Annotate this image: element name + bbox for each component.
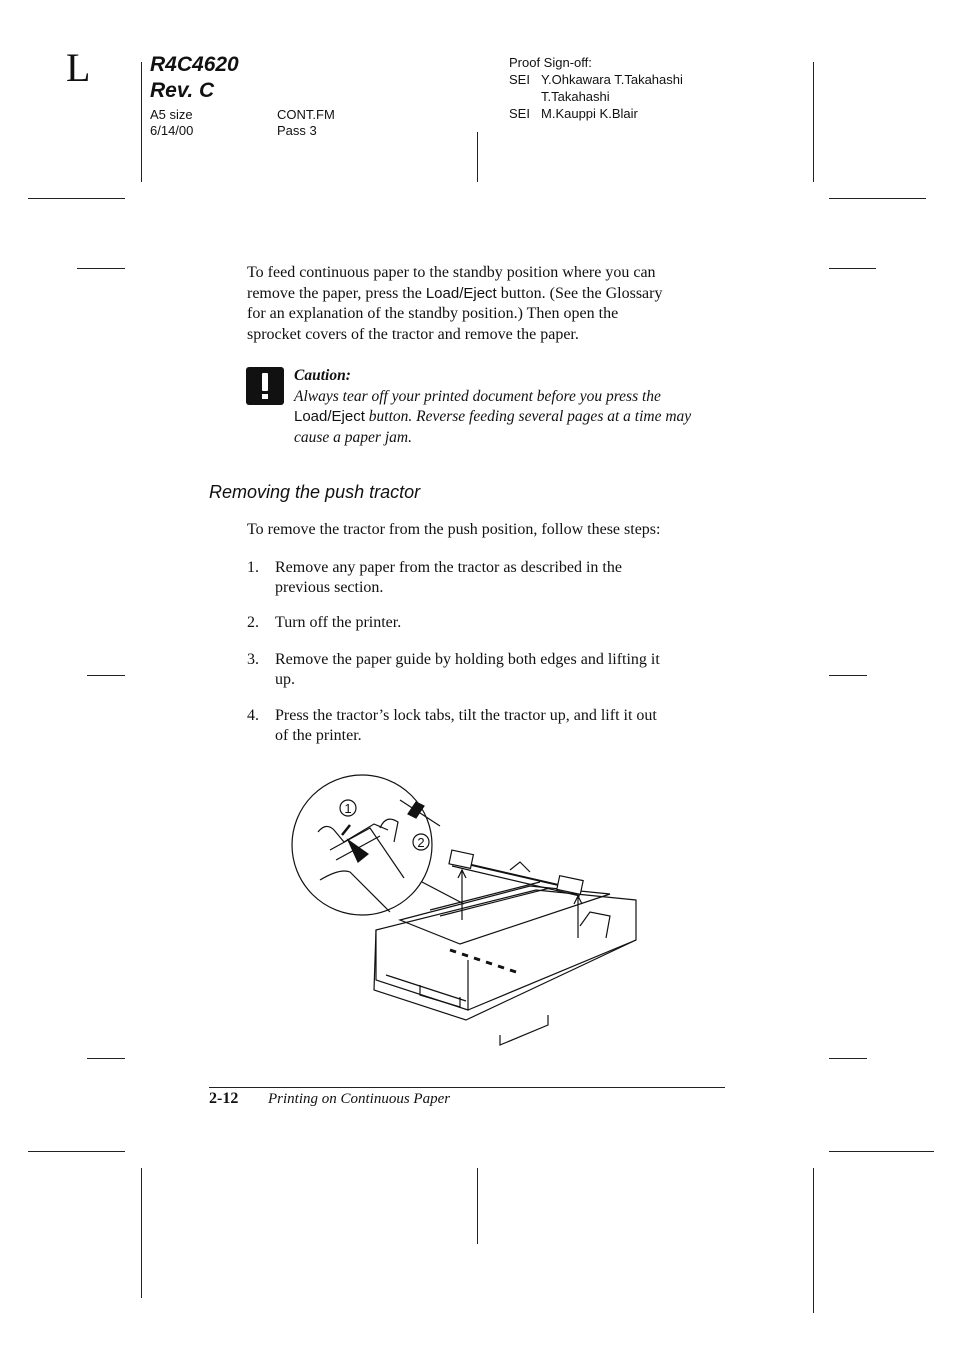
proof-signoff [509,54,683,122]
callout-1: 1 [344,801,352,816]
section-heading: Removing the push tractor [209,482,421,502]
step-item: 2. Turn off the printer. [247,614,402,631]
step-item: 3. Remove the paper guide by holding both edges and lifting it up. [247,651,660,688]
intro-paragraph: To feed continuous paper to the standby position where you can remove the paper, press the Load/Eject button. (See the Glossary for an explanation of the standby position.) Then open the sprocket covers of the tractor and remove the paper. [247,264,663,343]
load-eject-label: Load/Eject [425,284,497,302]
proof-row: T.Takahashi [541,89,610,104]
chapter-title: Printing on Continuous Paper [268,1091,451,1107]
proof-row: SEI M.Kauppi K.Blair [509,106,638,121]
crop-mark [77,268,125,269]
crop-mark [813,1168,814,1313]
caution-icon [246,367,284,405]
doc-revision: Rev. C [150,79,215,102]
crop-mark [829,198,926,199]
step-item: 4. Press the tractor’s lock tabs, tilt the tractor up, and lift it out of the printer. [247,707,657,744]
section-intro: To remove the tractor from the push position, follow these steps: [247,521,661,538]
crop-mark [829,1151,934,1152]
page-number: 2-12 [209,1090,239,1107]
caution-note: Caution: Always tear off your printed document before you press the Load/Eject button. Reverse feeding several pages at a time may cause a paper jam. [294,366,734,448]
crop-mark [813,62,814,182]
crop-mark [829,268,876,269]
proof-title: Proof Sign-off: [509,55,592,70]
load-eject-label: Load/Eject [294,408,365,425]
crop-mark [829,1058,867,1059]
doc-title [150,52,239,104]
printer-tractor-illustration [290,770,650,1055]
callout-2: 2 [417,835,425,850]
crop-mark [28,198,125,199]
footer-rule [209,1087,725,1088]
crop-mark [141,62,142,182]
crop-mark [87,1058,125,1059]
doc-code: R4C4620 [150,53,239,76]
proof-row: SEI Y.Ohkawara T.Takahashi [509,72,683,87]
size-label: A5 size [150,107,193,122]
header-letter: L [66,45,91,90]
step-item: 1. Remove any paper from the tractor as described in the previous section. [247,559,622,596]
caution-label: Caution: [294,367,351,384]
crop-mark [141,1168,142,1298]
crop-mark [87,675,125,676]
doc-date: 6/14/00 [150,123,194,138]
printer-body [374,882,636,1045]
doc-pass: Pass 3 [277,123,317,138]
crop-mark [28,1151,125,1152]
doc-file: CONT.FM [277,107,335,122]
crop-mark [477,132,478,182]
magnified-detail [292,775,440,915]
crop-mark [829,675,867,676]
crop-mark [477,1168,478,1244]
